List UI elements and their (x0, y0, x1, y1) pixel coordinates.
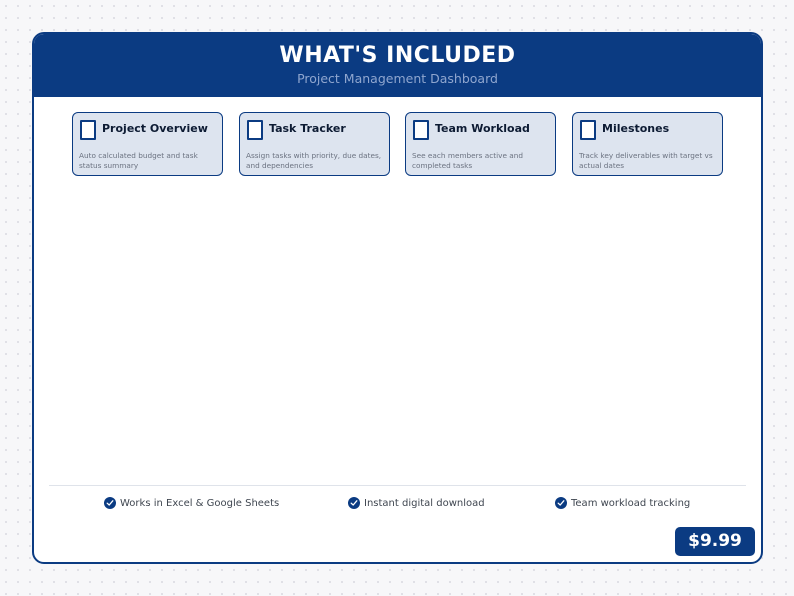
check-circle-icon (104, 497, 116, 509)
feature-card-task-tracker (239, 112, 390, 176)
divider (49, 485, 746, 486)
document-icon (247, 120, 263, 140)
feature-description: See each members active and completed tasks (412, 151, 524, 170)
feature-description: Assign tasks with priority, due dates, and dependencies (246, 151, 382, 170)
feature-card-team-workload (405, 112, 556, 176)
feature-title: Milestones (602, 122, 670, 135)
feature-title: Project Overview (102, 122, 208, 135)
benefit-item (104, 496, 279, 510)
feature-list (34, 34, 761, 562)
feature-card-milestones (572, 112, 723, 176)
benefit-item (555, 496, 690, 510)
benefit-text: Team workload tracking (571, 497, 691, 509)
feature-title: Task Tracker (269, 122, 346, 135)
benefit-text: Works in Excel & Google Sheets (120, 497, 280, 509)
check-circle-icon (348, 497, 360, 509)
document-icon (80, 120, 96, 140)
document-icon (580, 120, 596, 140)
feature-title: Team Workload (435, 122, 530, 135)
feature-card-project-overview (72, 112, 223, 176)
document-icon (413, 120, 429, 140)
page-subtitle: Project Management Dashboard (297, 71, 498, 86)
product-card (32, 32, 763, 564)
check-circle-icon (555, 497, 567, 509)
feature-description: Auto calculated budget and task status summary (79, 151, 198, 170)
feature-description: Track key deliverables with target vs actual dates (579, 151, 713, 170)
price-badge: $9.99 (675, 527, 755, 556)
benefit-text: Instant digital download (364, 497, 485, 509)
page-title: WHAT'S INCLUDED (279, 43, 516, 68)
benefit-item (348, 496, 485, 510)
